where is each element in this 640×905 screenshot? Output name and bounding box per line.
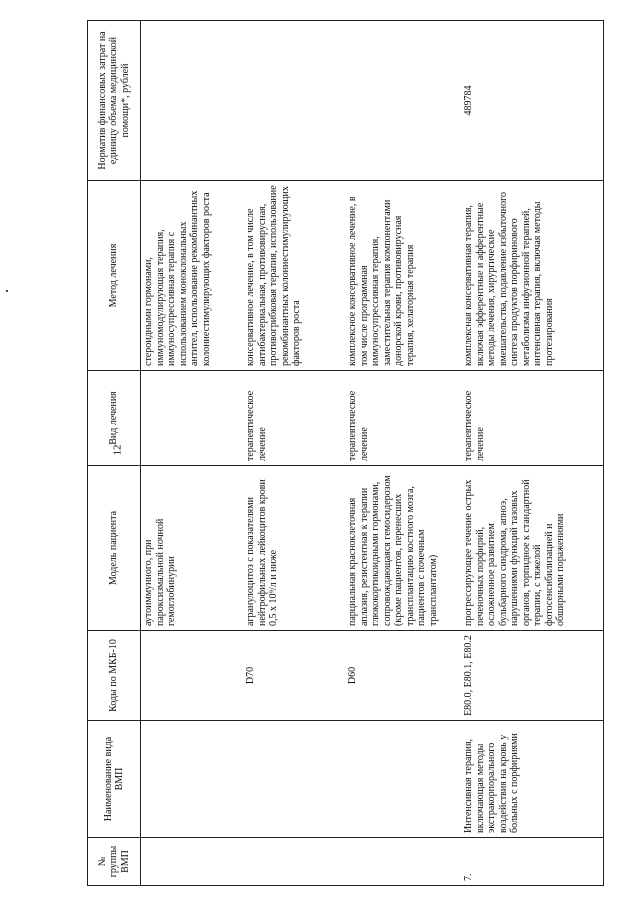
cell-name bbox=[345, 721, 461, 838]
header-cost: Норматив финансовых затрат на единицу объема медицинской помощи*, рублей bbox=[88, 21, 141, 181]
header-codes: Коды по МКБ-10 bbox=[88, 631, 141, 721]
vmp-table bbox=[87, 20, 604, 886]
cell-cost bbox=[141, 21, 244, 181]
cell-cost bbox=[345, 21, 461, 181]
cell-model: парциальная красноклеточная аплазия, резистентная к терапии глюкокортикоидными гормонами, сопровождающаяся гемосидерозом (кроме пациентов, перенесших трансплантацию костного мозга, пациентов с почечным трансплантатом) bbox=[345, 466, 461, 631]
table-row bbox=[461, 21, 604, 886]
rotated-page bbox=[87, 21, 640, 886]
cell-model: прогрессирующее течение острых печеночных порфирий, осложненное развитием бульбарного синдрома, апноэ, нарушениями функций тазовых органов, торпидное к стандартной терапии, с тяжелой фотосенсибилизацией и обширными поражениями bbox=[461, 466, 604, 631]
header-type: Вид лечения bbox=[88, 371, 141, 466]
cell-cost bbox=[243, 21, 345, 181]
cell-type: терапевтическое лечение bbox=[243, 371, 345, 466]
header-model: Модель пациента bbox=[88, 466, 141, 631]
table-row bbox=[345, 21, 461, 886]
cell-cost: 489784 bbox=[461, 21, 604, 181]
cell-type: терапевтическое лечение bbox=[461, 371, 604, 466]
cell-name bbox=[141, 721, 244, 838]
cell-group bbox=[345, 838, 461, 886]
cell-method: комплексная консервативная терапия, включая эфферентные и афферентные методы лечения, хирургические вмешательства, подавление избыточного синтеза продуктов порфиринового метаболизма инфузионной терапией, интенсивная терапия, включая методы протезирования bbox=[461, 181, 604, 371]
cell-model: агранулоцитоз с показателями нейтрофильных лейкоцитов крови 0,5 x 10⁹/л и ниже bbox=[243, 466, 345, 631]
cell-codes: D60 bbox=[345, 631, 461, 721]
table-row bbox=[141, 21, 244, 886]
cell-method: консервативное лечение, в том числе антибактериальная, противовирусная, противогрибковая терапия, использование рекомбинантных колониестимулирующих факторов роста bbox=[243, 181, 345, 371]
cell-type: терапевтическое лечение bbox=[345, 371, 461, 466]
table-header-row bbox=[88, 21, 141, 886]
table-row bbox=[243, 21, 345, 886]
page-number: 12 bbox=[111, 444, 124, 456]
cell-group bbox=[141, 838, 244, 886]
header-group: № группы ВМП bbox=[88, 838, 141, 886]
cell-method: комплексное консервативное лечение, в том числе программная иммуносупрессивная терапия, заместительная терапия компонентами донорской крови, противовирусная терапия, хелаторная терапия bbox=[345, 181, 461, 371]
cell-name bbox=[243, 721, 345, 838]
cell-group bbox=[243, 838, 345, 886]
cell-group: 7. bbox=[461, 838, 604, 886]
cell-name: Интенсивная терапия, включающая методы экстракорпорального воздействия на кровь у больных с порфириями bbox=[461, 721, 604, 838]
cell-model: аутоиммунного, при пароксизмальной ночной гемоглобинурии bbox=[141, 466, 244, 631]
header-name: Наименование вида ВМП bbox=[88, 721, 141, 838]
cell-type bbox=[141, 371, 244, 466]
cell-codes bbox=[141, 631, 244, 721]
cell-codes: D70 bbox=[243, 631, 345, 721]
header-method: Метод лечения bbox=[88, 181, 141, 371]
cell-method: стероидными гормонами, иммуномодулирующая терапия, иммуносупрессивная терапия с использованием моноклональных антител, использование рекомбинантных колониестимулирующих факторов роста bbox=[141, 181, 244, 371]
scan-speck bbox=[6, 290, 8, 292]
cell-codes: E80.0, E80.1, E80.2 bbox=[461, 631, 604, 721]
